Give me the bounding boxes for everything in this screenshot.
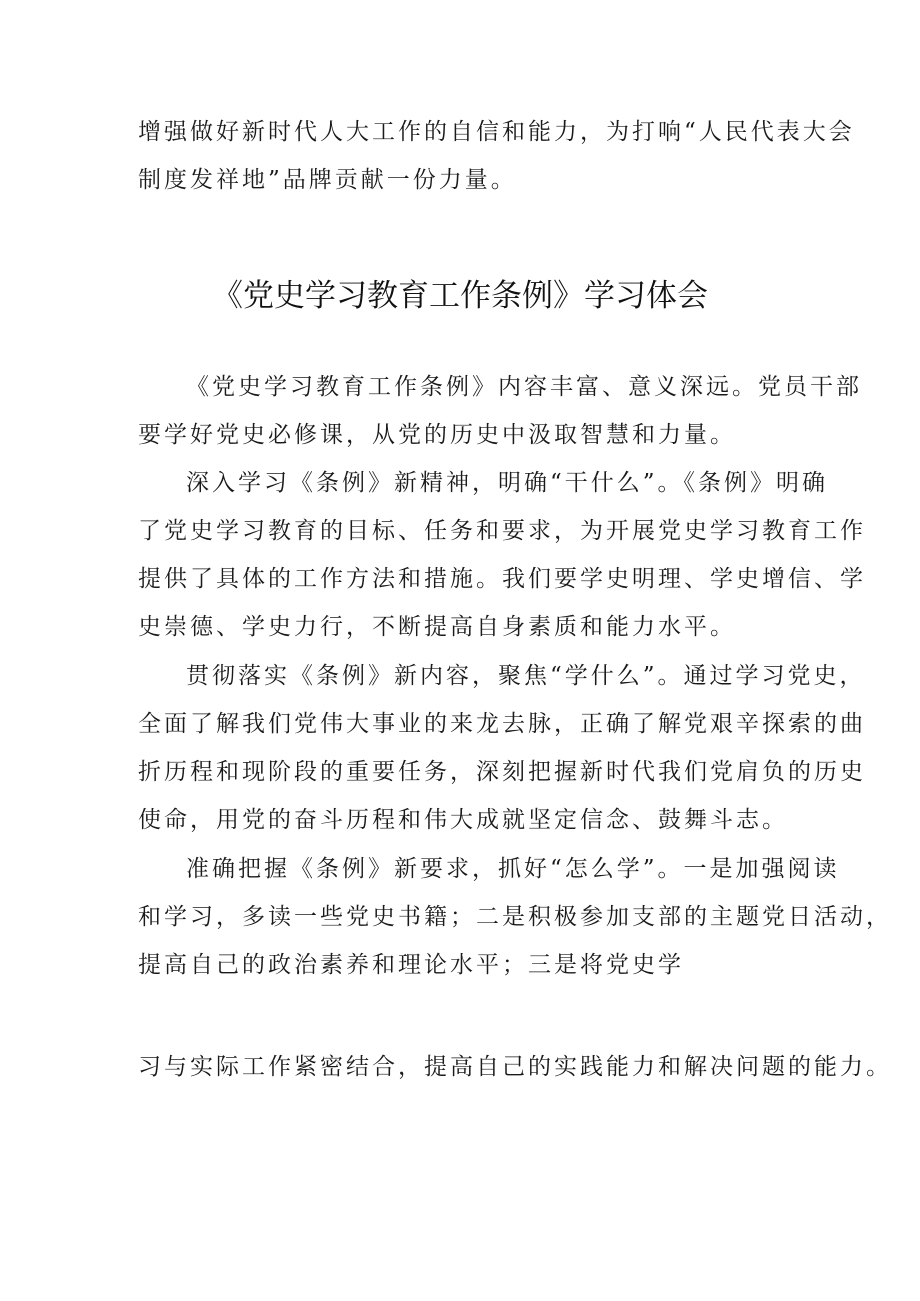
paragraph-line: 使命，用党的奋斗历程和伟大成就坚定信念、鼓舞斗志。 bbox=[138, 807, 788, 833]
paragraph-line: 和学习，多读一些党史书籍；二是积极参加支部的主题党日活动， bbox=[138, 904, 892, 930]
paragraph-line: 要学好党史必修课，从党的历史中汲取智慧和力量。 bbox=[138, 422, 736, 448]
paragraph-line: 习与实际工作紧密结合，提高自己的实践能力和解决问题的能力。 bbox=[138, 1054, 892, 1080]
paragraph-line: 折历程和现阶段的重要任务，深刻把握新时代我们党肩负的历史 bbox=[138, 759, 866, 785]
paragraph-line: 制度发祥地”品牌贡献一份力量。 bbox=[138, 167, 517, 193]
paragraph-line: 了党史学习教育的目标、任务和要求，为开展党史学习教育工作 bbox=[138, 518, 866, 544]
paragraph-line: 准确把握《条例》新要求，抓好“怎么学”。一是加强阅读 bbox=[186, 856, 840, 882]
paragraph-line: 《党史学习教育工作条例》内容丰富、意义深远。党员干部 bbox=[186, 374, 862, 400]
document-title: 《党史学习教育工作条例》学习体会 bbox=[212, 278, 708, 314]
paragraph-line: 史崇德、学史力行，不断提高自身素质和能力水平。 bbox=[138, 614, 736, 640]
paragraph-line: 提供了具体的工作方法和措施。我们要学史明理、学史增信、学 bbox=[138, 566, 866, 592]
paragraph-line: 提高自己的政治素养和理论水平；三是将党史学 bbox=[138, 952, 684, 978]
paragraph-line: 全面了解我们党伟大事业的来龙去脉，正确了解党艰辛探索的曲 bbox=[138, 711, 866, 737]
paragraph-line: 深入学习《条例》新精神，明确“干什么”。《条例》明确 bbox=[186, 470, 829, 496]
paragraph-line: 贯彻落实《条例》新内容，聚焦“学什么”。通过学习党史， bbox=[186, 663, 866, 689]
paragraph-line: 增强做好新时代人大工作的自信和能力，为打响“人民代表大会 bbox=[138, 119, 855, 145]
